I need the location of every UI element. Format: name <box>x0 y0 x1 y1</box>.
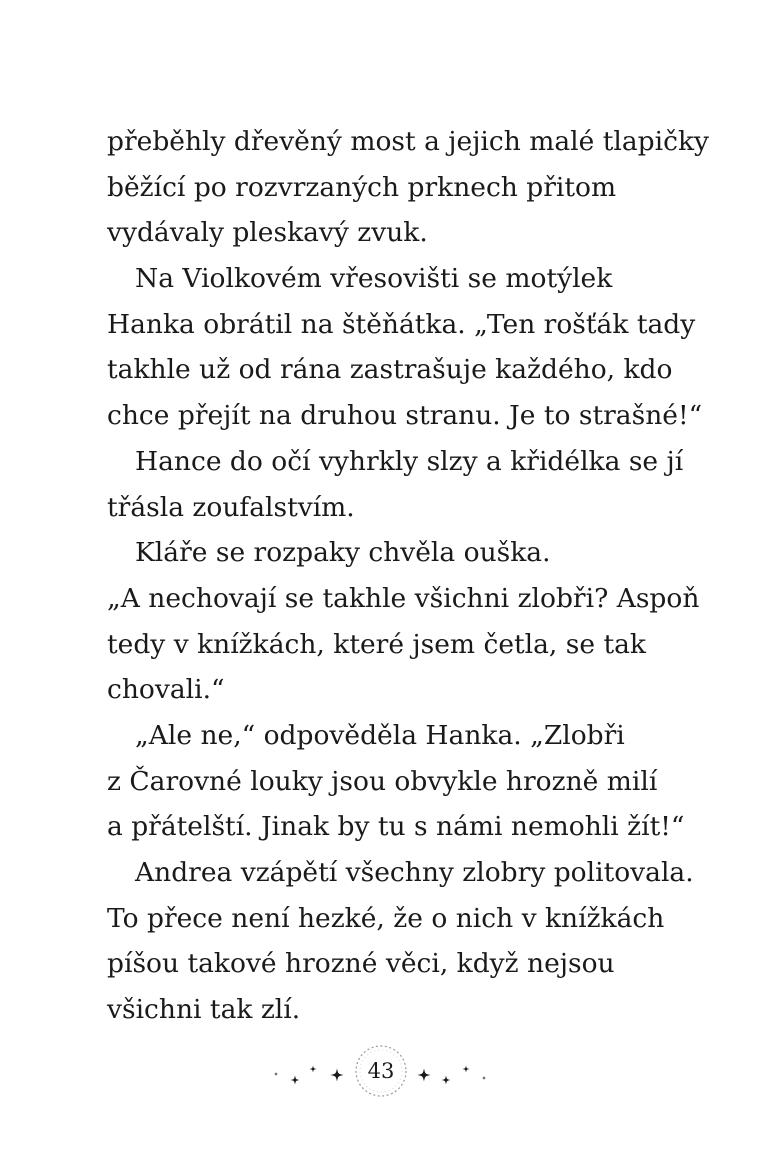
paragraph-start-line: „Ale ne,“ odpověděla Hanka. „Zlobři <box>135 719 625 751</box>
paragraph-start-line: Kláře se rozpaky chvěla ouška. <box>135 537 551 569</box>
text-line: Hanka obrátil na štěňátka. „Ten rošťák tady <box>107 308 696 340</box>
text-line: všichni tak zlí. <box>107 994 301 1026</box>
page-number: 43 <box>367 1059 395 1083</box>
text-line: To přece není hezké, že o nich v knížkách <box>107 902 665 934</box>
right-sparkles-icon <box>418 1066 487 1085</box>
text-line: z Čarovné louky jsou obvykle hrozně milí <box>107 765 658 797</box>
page-footer <box>0 1040 762 1110</box>
text-line: takhle už od rána zastrašuje každého, kdo <box>107 354 673 386</box>
page-number-badge <box>356 1046 406 1096</box>
left-sparkles-icon <box>274 1066 344 1085</box>
text-line: chce přejít na druhou stranu. Je to strašné!“ <box>107 400 703 432</box>
paragraph-start-line: Andrea vzápětí všechny zlobry politovala. <box>135 857 694 888</box>
body-text <box>107 119 709 1033</box>
text-line: vydávaly pleskavý zvuk. <box>107 217 428 249</box>
paragraph-start-line: Na Violkovém vřesovišti se motýlek <box>135 263 613 295</box>
text-line: přeběhly dřevěný most a jejich malé tlapičky <box>107 126 709 157</box>
text-line: chovali.“ <box>107 674 225 706</box>
text-line: píšou takové hrozné věci, když nejsou <box>107 948 615 980</box>
text-line: a přátelští. Jinak by tu s námi nemohli žít!“ <box>107 811 685 843</box>
text-line: třásla zoufalstvím. <box>107 491 355 523</box>
footer-ornament <box>0 1040 762 1110</box>
text-line: běžící po rozvrzaných prknech přitom <box>107 171 617 203</box>
paragraph-start-line: Hance do očí vyhrkly slzy a křidélka se jí <box>135 445 684 477</box>
text-line: „A nechovají se takhle všichni zlobři? Aspoň <box>107 582 700 614</box>
text-line: tedy v knížkách, které jsem četla, se tak <box>107 628 646 660</box>
